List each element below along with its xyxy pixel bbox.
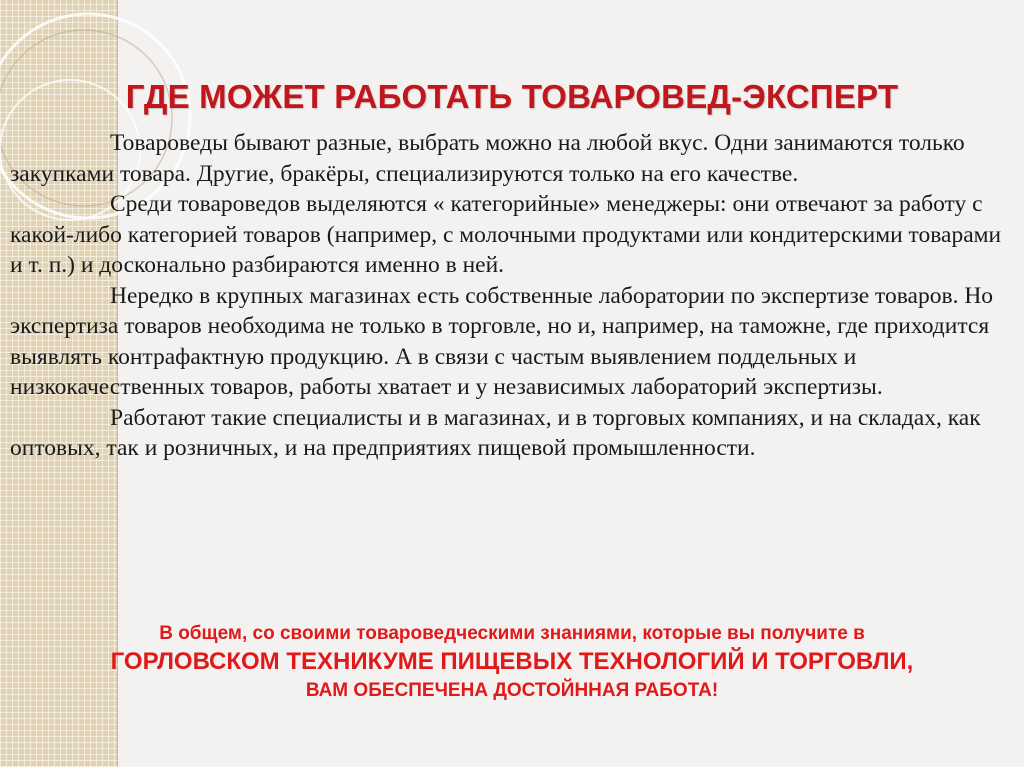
paragraph-category-managers: Среди товароведов выделяются « категорийные» менеджеры: они отвечают за работу с какой-либо категорией товаров (например, с молочными продуктами или кондитерскими товарами и т. п.) и досконально разбираются именно в ней. <box>10 191 1002 278</box>
paragraph-workplaces: Работают такие специалисты и в магазинах, и в торговых компаниях, и на складах, как оптовых, так и розничных, и на предприятиях пищевой промышленности. <box>10 404 981 461</box>
conclusion-line-2: ГОРЛОВСКОМ ТЕХНИКУМЕ ПИЩЕВЫХ ТЕХНОЛОГИЙ И ТОРГОВЛИ, <box>110 648 914 675</box>
conclusion-block <box>20 621 1004 705</box>
body-text <box>10 128 1012 464</box>
slide-title: ГДЕ МОЖЕТ РАБОТАТЬ ТОВАРОВЕД-ЭКСПЕРТ <box>125 78 899 115</box>
conclusion-line-1: В общем, со своими товароведческими знаниями, которые вы получите в <box>159 623 865 644</box>
conclusion-line-3: ВАМ ОБЕСПЕЧЕНА ДОСТОЙННАЯ РАБОТА! <box>305 680 719 701</box>
paragraph-buyers: Товароведы бывают разные, выбрать можно на любой вкус. Одни занимаются только закупками товара. Другие, бракёры, специализируются только на его качестве. <box>10 130 965 187</box>
paragraph-laboratories: Нередко в крупных магазинах есть собственные лаборатории по экспертизе товаров. Но экспертиза товаров необходима не только в торговле, но и, например, на таможне, где приходится выявлять контрафактную продукцию. А в связи с частым выявлением поддельных и низкокачественных товаров, работы хватает и у независимых лабораторий экспертизы. <box>10 282 994 400</box>
